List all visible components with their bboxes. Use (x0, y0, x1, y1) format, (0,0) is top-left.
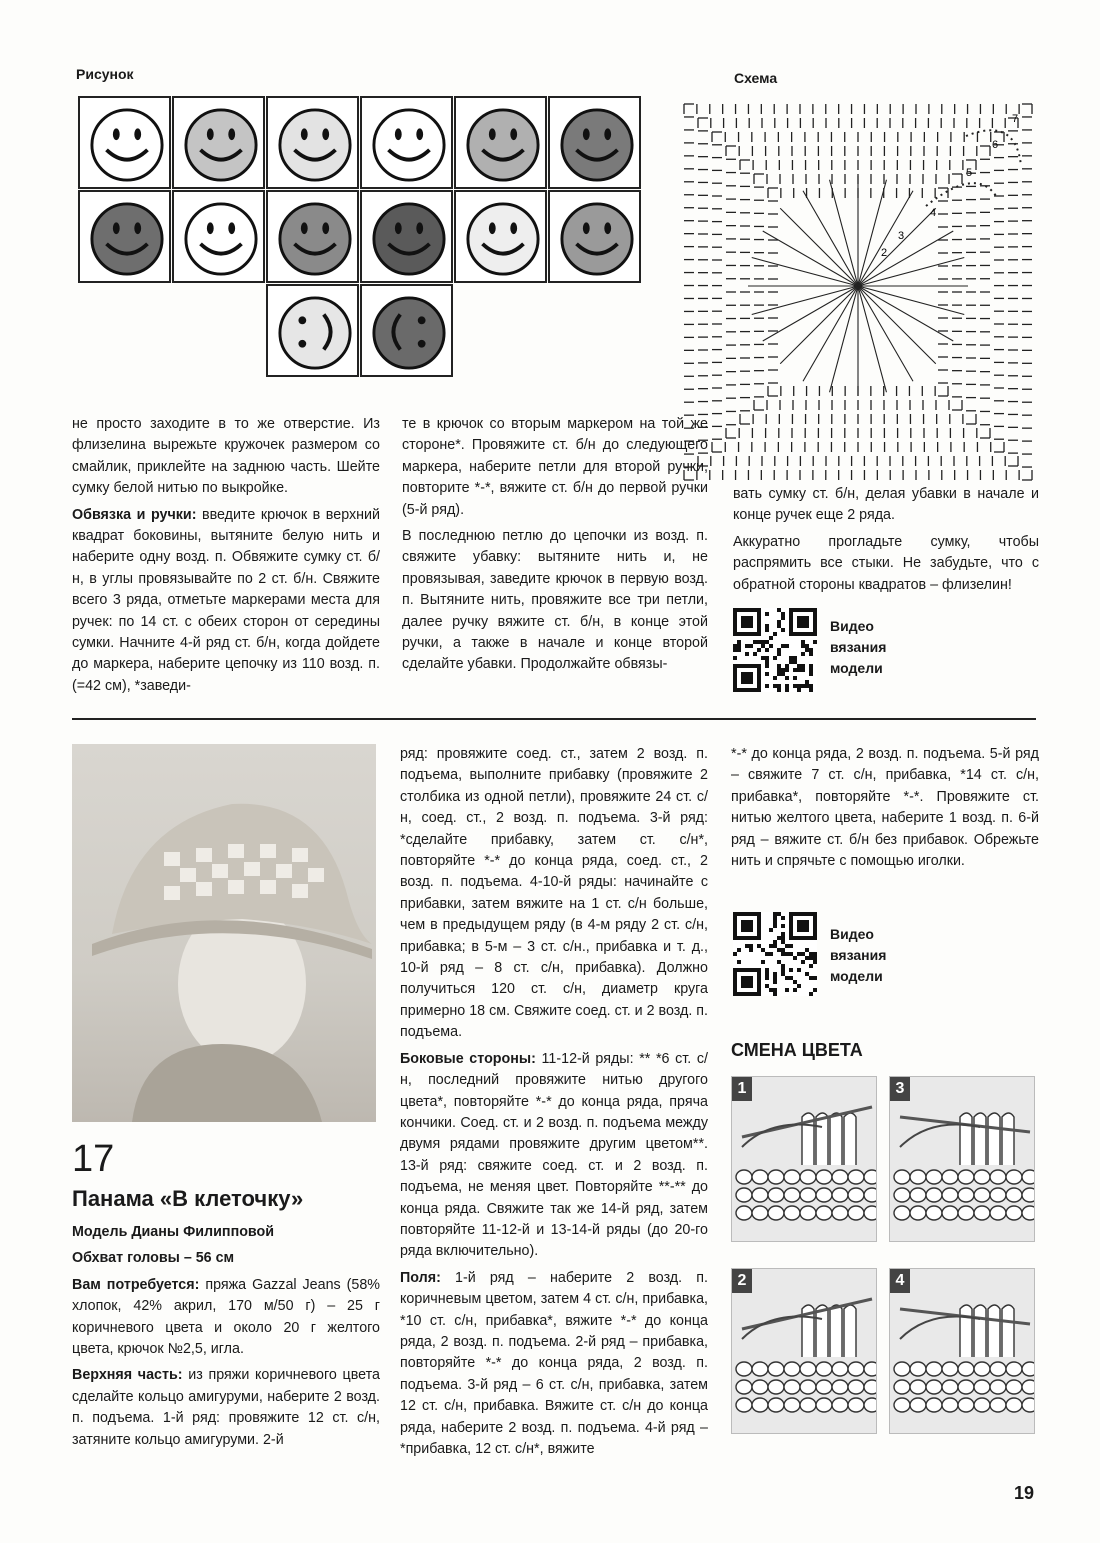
step-2-image (731, 1268, 877, 1434)
materials-text: пряжа Gazzal Jeans (58% хлопок, 42% акрил, 170 м/50 г) – 25 г коричневого цвета и около 20 г желтого цвета, крючок №2,5, игла. (72, 1276, 381, 1358)
ring-number: 7 (1012, 113, 1019, 125)
smiley-square (548, 96, 641, 189)
smiley-square (172, 190, 265, 283)
smiley-square (266, 96, 359, 189)
smiley-square (266, 190, 359, 283)
video-label-1: Видео вязания модели (830, 618, 887, 676)
col2-bottom-p1: ряд: провяжите соед. ст., затем 2 возд. п. подъема, выполните прибавку (провяжите 2 столбика из одной петли), провяжите 24 ст. с/н, соед. ст., 2 возд. п. подъема. 3-й ряд: *сделайте прибавку, затем ст. с/н*, повторяйте *-* до конца ряда, соед. ст., 2 возд. п. подъема. 4-10-й ряды: начинайте с прибавки, затем вяжите на 1 ст. с/н больше, чем в предыдущем ряду (в 4-м ряду 2 ст. с/н, прибавка; в 5-м – 3 ст. с/н., прибавка и т. д., 10-й ряд – 8 ст. с/н, прибавка). Должно получиться 120 ст. с/н, диаметр круга примерно 18 см. Свяжите соед. ст. и 2 возд. п. подъема. (400, 746, 708, 1041)
step-number: 1 (732, 1077, 752, 1101)
brim-title: Поля: (400, 1269, 441, 1286)
crochet-scheme (676, 96, 1040, 488)
step-4-image (889, 1268, 1035, 1434)
col3-bottom (731, 744, 1039, 877)
col1-bottom (72, 1222, 380, 1456)
ring-number: 4 (930, 207, 937, 219)
col2-top (402, 414, 708, 681)
brim-text: 1-й ряд – наберите 2 возд. п. коричневым цветом, затем 4 ст. с/н, прибавка, *10 ст. с/н, прибавка*, вяжите *-* до конца ряда, 2 возд. п. подъема. 2-й ряд – прибавка, повторяйте *-* до конца ряда, 2 возд. п. подъема. 3-й ряд – 6 ст. с/н, прибавка, затем 12 ст. с/н, прибавка. Вяжите ст. с/н до конца ряда, наберите 2 возд. п. подъема. 4-й ряд – *прибавка, 12 ст. с/н*, вяжите (400, 1269, 708, 1457)
smiley-square (360, 96, 453, 189)
col2-top-p2: В последнюю петлю до цепочки из возд. п. свяжите убавку: вытяните нить и, не провязывая, заведите крючок в первую возд. п. Вытяните нить, провяжите все три петли, далее ручку вяжите ст. б/н, в конце этой ручки, а также в начале и конце второй сделайте убавки. Продолжайте обвязы- (402, 528, 708, 673)
materials (72, 1275, 380, 1361)
smiley-square (172, 96, 265, 189)
section-divider (72, 718, 1036, 720)
strap-text: введите крючок в верхний квадрат боковины, вытяните белую нить и наберите одну возд. п. Обвяжите сумку ст. б/н, в углы провязывайте по 2 ст. б/н. Свяжите всего 3 ряда, отметьте маркерами места для ручек: по 14 ст. с обеих сторон от середины сумки. Начните 4-й ряд ст. б/н, когда дойдете до маркера, наберите цепочку из 110 возд. п. (=42 см), *заведи- (72, 506, 381, 694)
ring-number: 6 (992, 139, 999, 151)
sides (400, 1049, 708, 1263)
col3-top-p1: вать сумку ст. б/н, делая убавки в начале и конце ручек еще 2 ряда. (733, 486, 1039, 524)
video-label-2: Видео вязания модели (830, 926, 887, 984)
top-part-title: Верхняя часть: (72, 1367, 183, 1384)
ring-number: 3 (898, 230, 905, 242)
smiley-square (360, 190, 453, 283)
qr-code-icon[interactable] (733, 608, 817, 692)
col3-top-p2: Аккуратно прогладьте сумку, чтобы распрямить все стыки. Не забудьте, что с обратной стороны квадратов – флизелин! (733, 533, 1039, 593)
ring-number: 2 (881, 247, 888, 259)
page-number: 19 (1013, 1483, 1034, 1503)
col1-top (72, 414, 380, 702)
model-author: Модель Дианы Филипповой (72, 1224, 275, 1240)
smiley-square (266, 284, 359, 377)
top-part-text: из пряжи коричневого цвета сделайте кольцо амигуруми, наберите 2 возд. п. подъема. 1-й ряд: провяжите 12 ст. с/н, затяните кольцо амигуруми. 2-й (72, 1367, 380, 1448)
col2-bottom (400, 744, 708, 1465)
materials-title: Вам потребуется: (72, 1276, 200, 1293)
smiley-square (548, 190, 641, 283)
step-number: 2 (732, 1269, 752, 1293)
smiley-square (454, 96, 547, 189)
col3-bottom-p1: *-* до конца ряда, 2 возд. п. подъема. 5-й ряд – свяжите 7 ст. с/н, прибавка, *14 ст. с/н, прибавка*, повторяйте *-*. Провяжите ст. нитью желтого цвета, наберите 1 возд. п. 6-й ряд – вяжите ст. б/н без прибавок. Обрежьте нить и спрячьте с помощью иголки. (731, 746, 1039, 870)
col2-top-p1: те в крючок со вторым маркером на той же стороне*. Провяжите ст. б/н до следующего маркера, наберите петли для второй ручки, повторите *-*, вяжите ст. б/н до первой ручки (5-й ряд). (402, 416, 708, 518)
sides-text: 11-12-й ряды: ** *6 ст. с/н, последний провяжите нитью другого цвета*, повторяйте *-* до конца ряда, пряча кончики. Соед. ст. и 2 возд. п. подъема между двумя рядами провяжите другим цветом**. 13-й ряд: свяжите соед. ст. и 2 возд. п. подъема, не меняя цвет. Повторяйте **-** до конца ряда. Свяжите так же 14-й ряд, затем повторяйте 11-12-й и 13-14-й ряды (до 20-го ряда включительно). (400, 1050, 708, 1260)
col3-top (733, 484, 1039, 601)
col1-intro: не просто заходите в то же отверстие. Из флизелина вырежьте кружочек размером со смайлик, приклейте на заднюю часть. Шейте сумку белой нитью по выкройке. (72, 416, 380, 497)
step-3-image (889, 1076, 1035, 1242)
smiley-square (360, 284, 453, 377)
step-1-image (731, 1076, 877, 1242)
top-part (72, 1365, 380, 1451)
step-number: 4 (890, 1269, 910, 1293)
hat-photo (72, 744, 376, 1122)
qr-code-icon[interactable] (733, 912, 817, 996)
smiley-square (78, 190, 171, 283)
model-number: 17 (72, 1138, 115, 1180)
scheme-label: Схема (734, 70, 778, 86)
picture-label: Рисунок (76, 66, 134, 82)
smiley-square (78, 96, 171, 189)
sides-title: Боковые стороны: (400, 1050, 536, 1067)
model-title: Панама «В клеточку» (72, 1186, 304, 1211)
smiley-square (454, 190, 547, 283)
step-number: 3 (890, 1077, 910, 1101)
brim (400, 1268, 708, 1461)
ring-number: 5 (966, 167, 973, 179)
strap-title: Обвязка и ручки: (72, 506, 197, 523)
color-change-heading: СМЕНА ЦВЕТА (731, 1040, 863, 1060)
model-size: Обхват головы – 56 см (72, 1250, 235, 1267)
col1-strap (72, 505, 380, 698)
